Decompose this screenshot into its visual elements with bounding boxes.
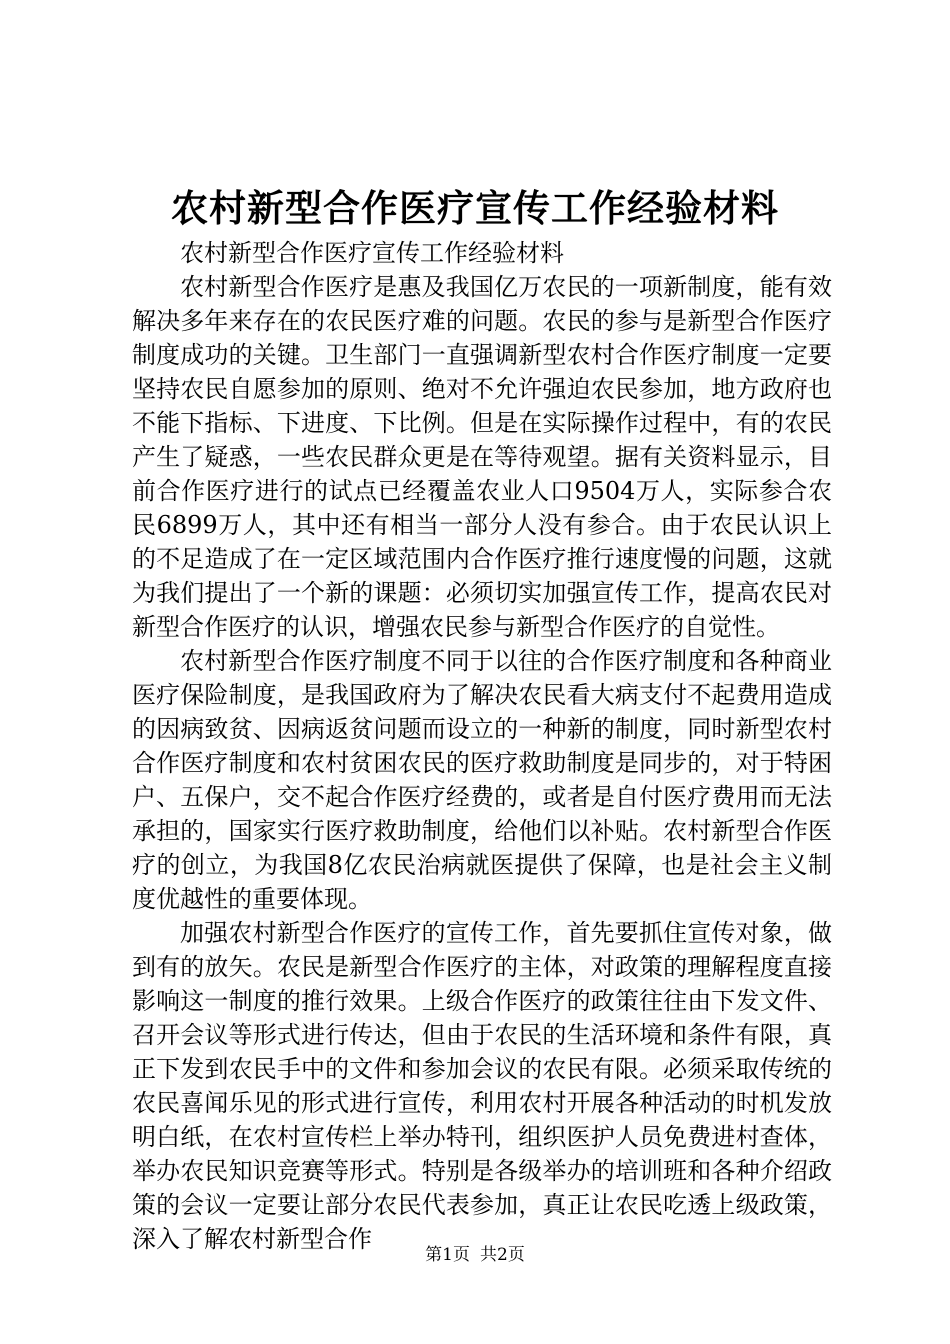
page-number: 第1页 bbox=[425, 1245, 470, 1265]
page-title: 农村新型合作医疗宣传工作经验材料 bbox=[171, 186, 779, 230]
paragraph-1: 农村新型合作医疗是惠及我国亿万农民的一项新制度，能有效解决多年来存在的农民医疗难的问题。农民的参与是新型合作医疗制度成功的关键。卫生部门一直强调新型农村合作医疗制度一定要坚持农民自愿参加的原则、绝对不允许强迫农民参加，地方政府也不能下指标、下进度、下比例。但是在实际操作过程中，有的农民产生了疑惑，一些农民群众更是在等待观望。据有关资料显示，目前合作医疗进行的试点已经覆盖农业人口9504万人，实际参合农民6899万人，其中还有相当一部分人没有参合。由于农民认识上的不足造成了在一定区域范围内合作医疗推行速度慢的问题，这就为我们提出了一个新的课题：必须切实加强宣传工作，提高农民对新型合作医疗的认识，增强农民参与新型合作医疗的自觉性。 bbox=[132, 273, 832, 641]
paragraph-3: 加强农村新型合作医疗的宣传工作，首先要抓住宣传对象，做到有的放矢。农民是新型合作医疗的主体，对政策的理解程度直接影响这一制度的推行效果。上级合作医疗的政策往往由下发文件、召开会议等形式进行传达，但由于农民的生活环境和条件有限，真正下发到农民手中的文件和参加会议的农民有限。必须采取传统的农民喜闻乐见的形式进行宣传，利用农村开展各种活动的时机发放明白纸，在农村宣传栏上举办特刊，组织医护人员免费进村查体，举办农民知识竞赛等形式。特别是各级举办的培训班和各种介绍政策的会议一定要让部分农民代表参加，真正让农民吃透上级政策，深入了解农村新型合作 bbox=[132, 919, 832, 1253]
page-total: 共2页 bbox=[480, 1245, 525, 1265]
paragraph-2: 农村新型合作医疗制度不同于以往的合作医疗制度和各种商业医疗保险制度，是我国政府为了解决农民看大病支付不起费用造成的因病致贫、因病返贫问题而设立的一种新的制度，同时新型农村合作医疗制度和农村贫困农民的医疗救助制度是同步的，对于特困户、五保户，交不起合作医疗经费的，或者是自付医疗费用而无法承担的，国家实行医疗救助制度，给他们以补贴。农村新型合作医疗的创立，为我国8亿农民治病就医提供了保障，也是社会主义制度优越性的重要体现。 bbox=[132, 647, 832, 913]
document-body bbox=[132, 236, 832, 1256]
page-footer bbox=[0, 1243, 950, 1267]
document-subtitle: 农村新型合作医疗宣传工作经验材料 bbox=[180, 239, 564, 267]
